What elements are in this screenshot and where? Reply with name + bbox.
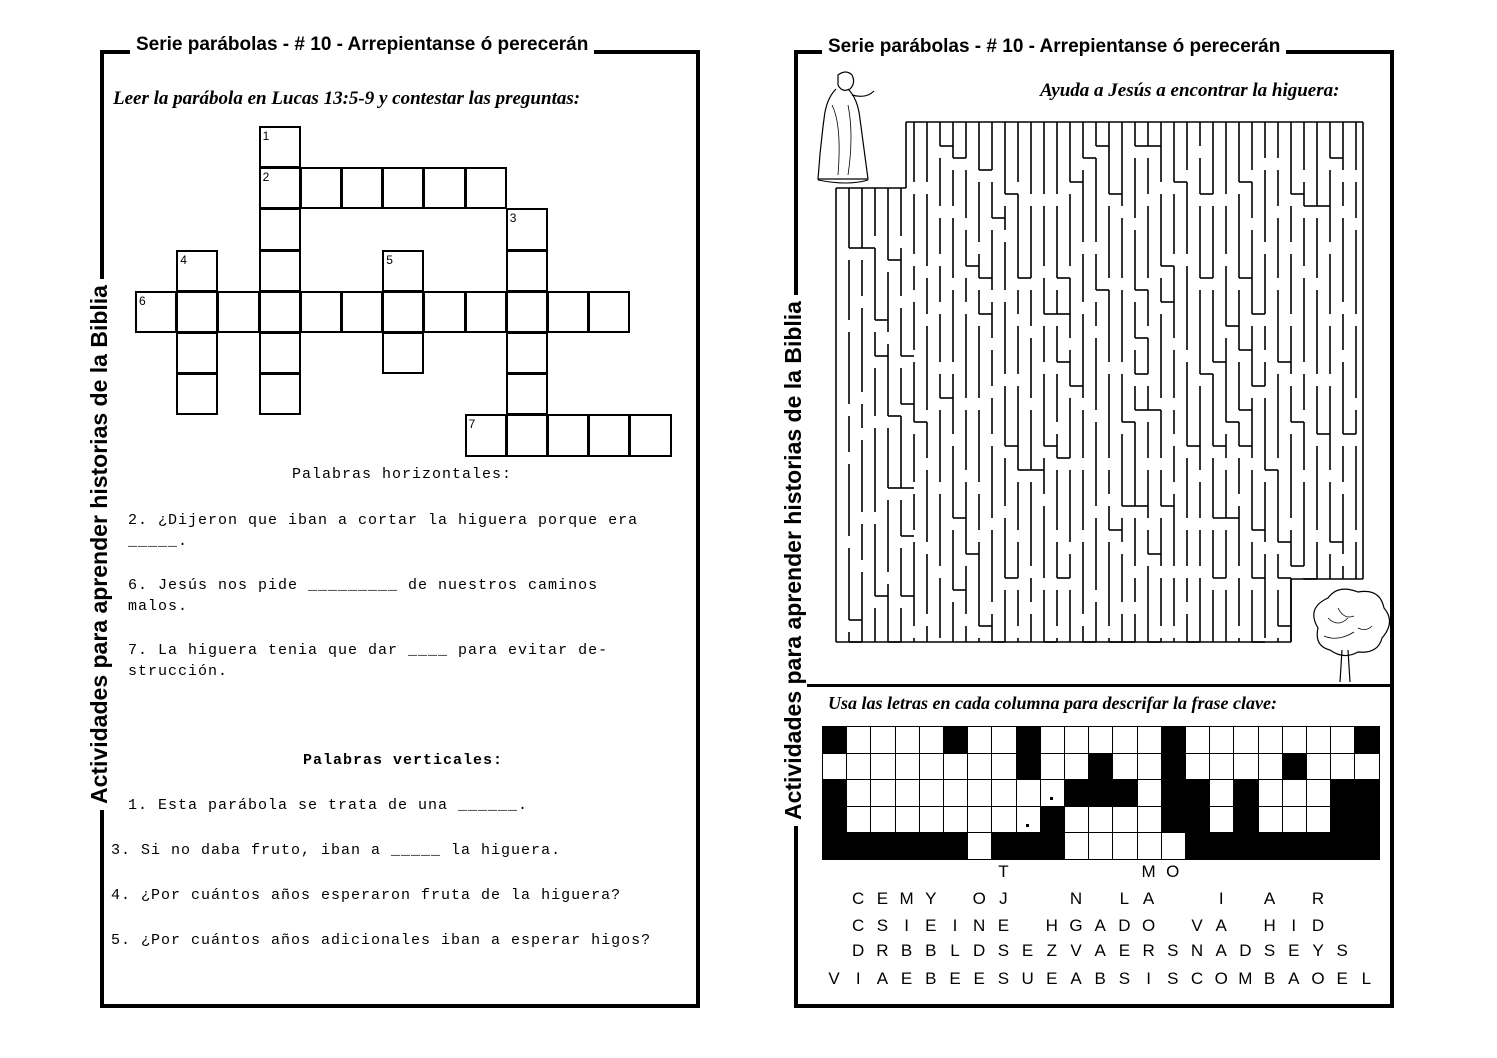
quote-letter: E — [1046, 969, 1058, 988]
crossword-number: 3 — [509, 211, 517, 226]
left-header: Serie parábolas - # 10 - Arrepientanse ó perecerán — [130, 34, 594, 56]
quote-punctuation-dot — [1050, 797, 1053, 800]
quote-letter: B — [1263, 969, 1276, 988]
quote-letter: M — [1141, 862, 1156, 881]
quote-letter: N — [973, 916, 986, 935]
quote-cell-blocked — [1282, 753, 1307, 781]
quote-letter: D — [852, 941, 865, 960]
crossword-cell[interactable] — [176, 250, 218, 292]
quote-cell[interactable] — [1282, 806, 1307, 834]
quote-letter: H — [1045, 916, 1058, 935]
crossword-cell[interactable] — [300, 167, 342, 209]
horizontal-clue-2: 2. ¿Dijeron que iban a cortar la higuera porque era _____. — [128, 512, 639, 550]
crossword-cell[interactable] — [465, 291, 507, 333]
quote-letter: S — [1263, 941, 1276, 960]
quote-letter: H — [1263, 916, 1276, 935]
quote-cell[interactable] — [870, 779, 895, 807]
quote-cell[interactable] — [1258, 726, 1283, 754]
quote-cell-blocked — [1040, 832, 1065, 860]
crossword-number: 4 — [180, 252, 187, 267]
quote-letter: A — [876, 969, 889, 988]
crossword-instruction: Leer la parábola en Lucas 13:5-9 y contestar las preguntas: — [113, 88, 581, 109]
quote-cell-blocked — [1330, 779, 1355, 807]
quote-cell[interactable] — [967, 779, 992, 807]
quote-cell[interactable] — [967, 806, 992, 834]
maze-grid[interactable] — [832, 120, 1372, 660]
crossword-cell[interactable] — [135, 291, 177, 333]
quote-cell[interactable] — [1258, 806, 1283, 834]
quote-cell[interactable] — [1112, 753, 1137, 781]
quote-cell[interactable] — [1040, 753, 1065, 781]
quote-cell[interactable] — [1306, 779, 1331, 807]
quote-cell[interactable] — [1354, 753, 1379, 781]
quote-cell-blocked — [1016, 726, 1041, 754]
quote-cell[interactable] — [1088, 832, 1113, 860]
quote-letter: R — [876, 941, 889, 960]
horizontal-clue-7: 7. La higuera tenia que dar ____ para evitar de- strucción. — [128, 642, 609, 680]
quote-letter: A — [1094, 941, 1106, 960]
quote-cell[interactable] — [1306, 726, 1331, 754]
quote-letter: N — [1190, 941, 1204, 960]
quote-cell[interactable] — [919, 779, 944, 807]
crossword-cell[interactable] — [382, 250, 424, 292]
quote-cell[interactable] — [1112, 726, 1137, 754]
quote-letter: I — [952, 916, 958, 935]
crossword-cell[interactable] — [341, 291, 383, 333]
quote-cell[interactable] — [1016, 806, 1041, 834]
crossword-cell[interactable] — [629, 414, 671, 456]
quote-cell-blocked — [1112, 779, 1137, 807]
quote-cell[interactable] — [1137, 806, 1162, 834]
quote-cell[interactable] — [1185, 753, 1210, 781]
quote-cell-blocked — [1233, 806, 1258, 834]
left-side-title: Actividades para aprender historias de la Biblia — [86, 279, 113, 810]
quote-cell-blocked — [1282, 832, 1307, 860]
quote-cell-blocked — [1354, 806, 1379, 834]
quote-letter: E — [1336, 969, 1348, 988]
quote-letter: D — [973, 941, 986, 960]
quote-instruction: Usa las letras en cada columna para descrifar la frase clave: — [828, 693, 1277, 713]
quote-cell[interactable] — [1209, 806, 1234, 834]
quote-letter: C — [1190, 969, 1204, 988]
quote-letter: S — [876, 916, 889, 935]
quote-letter: Y — [925, 889, 937, 908]
quote-letter: S — [1167, 941, 1179, 960]
crossword-cell[interactable] — [176, 332, 218, 374]
crossword-cell[interactable] — [176, 373, 218, 415]
quote-cell-blocked — [1233, 779, 1258, 807]
quote-letter: B — [925, 969, 937, 988]
quote-cell[interactable] — [1112, 806, 1137, 834]
quote-letter: S — [1336, 941, 1348, 960]
quote-letter: I — [904, 916, 909, 935]
quote-letter: L — [950, 941, 960, 960]
quote-letter: A — [1215, 941, 1227, 960]
quote-letter: N — [1069, 889, 1083, 908]
crossword-cell[interactable] — [423, 167, 465, 209]
quote-letter: A — [1094, 916, 1106, 935]
quote-cell-blocked — [943, 832, 968, 860]
crossword-cell[interactable] — [382, 332, 424, 374]
quote-letter: L — [1119, 889, 1130, 908]
quote-punctuation-dot — [1026, 824, 1029, 827]
quote-letter: E — [1118, 941, 1131, 960]
quote-cell-blocked — [822, 779, 847, 807]
quote-letter: L — [1361, 969, 1372, 988]
quote-letter: D — [1239, 941, 1252, 960]
horizontal-clue-6: 6. Jesús nos pide _________ de nuestros caminos malos. — [128, 577, 599, 615]
right-header: Serie parábolas - # 10 - Arrepientanse ó perecerán — [822, 36, 1286, 58]
crossword-cell[interactable] — [259, 332, 301, 374]
quote-cell[interactable] — [967, 832, 992, 860]
quote-cell-blocked — [1088, 779, 1113, 807]
quote-cell[interactable] — [919, 753, 944, 781]
vertical-title: Palabras verticales: — [303, 752, 504, 769]
quote-cell[interactable] — [1088, 726, 1113, 754]
quote-cell[interactable] — [1233, 726, 1258, 754]
quote-letter: C — [852, 916, 865, 935]
quote-cell[interactable] — [1209, 726, 1234, 754]
quote-cell[interactable] — [967, 753, 992, 781]
quote-cell-blocked — [1354, 779, 1379, 807]
crossword-number: 6 — [139, 293, 146, 308]
fig-tree-icon — [1298, 588, 1393, 683]
quote-cell[interactable] — [1282, 779, 1307, 807]
quote-cell-blocked — [1161, 753, 1186, 781]
quote-cell-blocked — [1306, 832, 1331, 860]
quote-cell[interactable] — [991, 779, 1016, 807]
crossword-cell[interactable] — [259, 167, 301, 209]
quote-cell[interactable] — [1088, 806, 1113, 834]
crossword-cell[interactable] — [588, 414, 630, 456]
quote-cell[interactable] — [1040, 726, 1065, 754]
quote-cell[interactable] — [991, 753, 1016, 781]
quote-cell-blocked — [1233, 832, 1258, 860]
vertical-clue-5: 5. ¿Por cuántos años adicionales iban a esperar higos? — [111, 932, 652, 949]
quote-letter: I — [1291, 916, 1297, 935]
crossword-cell[interactable] — [588, 291, 630, 333]
quote-cell-blocked — [1354, 832, 1379, 860]
quote-letter: D — [1118, 916, 1131, 935]
quote-cell[interactable] — [1137, 753, 1162, 781]
quote-letter: V — [828, 969, 840, 988]
quote-cell[interactable] — [967, 726, 992, 754]
quote-cell[interactable] — [846, 726, 871, 754]
quote-letter: E — [1288, 941, 1300, 960]
quote-letter: O — [972, 889, 986, 908]
crossword-cell[interactable] — [382, 167, 424, 209]
quote-letter: S — [997, 969, 1010, 988]
quote-cell[interactable] — [943, 806, 968, 834]
quote-letter: O — [1141, 916, 1156, 935]
quote-letter: C — [852, 889, 865, 908]
crossword-cell[interactable] — [547, 291, 589, 333]
quote-cell[interactable] — [1137, 832, 1162, 860]
quote-letter: E — [997, 916, 1010, 935]
quote-cell-blocked — [870, 832, 895, 860]
quote-letter: O — [1311, 969, 1325, 988]
quote-letter: I — [1218, 889, 1224, 908]
crossword-cell[interactable] — [506, 414, 548, 456]
quote-letter: U — [1021, 969, 1034, 988]
quote-letter: S — [1167, 969, 1179, 988]
quote-letter: E — [1021, 941, 1034, 960]
quote-cell-blocked — [846, 832, 871, 860]
crossword-cell[interactable] — [300, 291, 342, 333]
left-frame-bottom — [100, 1004, 700, 1008]
quote-letter: B — [1094, 969, 1106, 988]
quote-cell[interactable] — [1016, 779, 1041, 807]
quote-cell-blocked — [822, 806, 847, 834]
vertical-clue-3: 3. Si no daba fruto, iban a _____ la higuera. — [111, 842, 562, 859]
quote-letter: S — [997, 941, 1010, 960]
left-frame-right — [696, 52, 700, 1008]
quote-cell-blocked — [991, 832, 1016, 860]
quote-letter: T — [998, 862, 1009, 881]
crossword-cell[interactable] — [341, 167, 383, 209]
quote-cell-blocked — [1064, 779, 1089, 807]
crossword-number: 2 — [262, 170, 270, 185]
crossword-cell[interactable] — [176, 291, 218, 333]
crossword-cell[interactable] — [259, 291, 301, 333]
crossword-cell[interactable] — [259, 208, 301, 250]
quote-cell-blocked — [1330, 832, 1355, 860]
quote-cell-blocked — [1161, 806, 1186, 834]
right-frame-right — [1390, 52, 1394, 1008]
quote-cell-blocked — [1185, 806, 1210, 834]
quote-cell-blocked — [1161, 779, 1186, 807]
quote-letter: B — [925, 941, 937, 960]
crossword-number: 5 — [386, 252, 393, 267]
quote-letter: A — [1070, 969, 1082, 988]
quote-cell[interactable] — [919, 806, 944, 834]
quote-letter: E — [900, 969, 913, 988]
quote-cell-blocked — [919, 832, 944, 860]
quote-letter: V — [1070, 941, 1082, 960]
horizontal-title: Palabras horizontales: — [292, 466, 513, 483]
quote-cell-blocked — [1040, 806, 1065, 834]
quote-letter: E — [925, 916, 937, 935]
right-section-divider — [798, 684, 1390, 687]
quote-cell-blocked — [1209, 832, 1234, 860]
quote-cell[interactable] — [1209, 779, 1234, 807]
quote-cell[interactable] — [1330, 753, 1355, 781]
quote-punctuation-dot — [1195, 850, 1198, 853]
quote-cell[interactable] — [1258, 753, 1283, 781]
quote-cell[interactable] — [846, 753, 871, 781]
quote-letter: I — [855, 969, 861, 988]
crossword-cell[interactable] — [506, 373, 548, 415]
quote-letter: R — [1311, 889, 1325, 908]
quote-cell[interactable] — [895, 726, 920, 754]
quote-letter: A — [1215, 916, 1227, 935]
quote-cell[interactable] — [1064, 726, 1089, 754]
crossword-cell[interactable] — [259, 126, 301, 168]
quote-cell[interactable] — [1330, 726, 1355, 754]
quote-cell-blocked — [943, 726, 968, 754]
quote-cell[interactable] — [1064, 806, 1089, 834]
quote-cell[interactable] — [870, 806, 895, 834]
quote-cell[interactable] — [822, 753, 847, 781]
quote-cell[interactable] — [895, 779, 920, 807]
quote-letter: A — [1142, 889, 1155, 908]
quote-cell[interactable] — [1040, 779, 1065, 807]
quote-cell[interactable] — [1064, 832, 1089, 860]
quote-cell-blocked — [1161, 726, 1186, 754]
quote-cell[interactable] — [1137, 726, 1162, 754]
quote-cell-blocked — [822, 726, 847, 754]
quote-letter: R — [1142, 941, 1155, 960]
quote-cell-blocked — [1016, 832, 1041, 860]
crossword-cell[interactable] — [506, 250, 548, 292]
quote-cell[interactable] — [1209, 753, 1234, 781]
quote-cell[interactable] — [943, 779, 968, 807]
quote-letter: S — [1118, 969, 1131, 988]
crossword-number: 7 — [468, 417, 476, 432]
right-side-title: Actividades para aprender historias de la Biblia — [780, 295, 807, 826]
quote-cell[interactable] — [870, 753, 895, 781]
crossword-cell[interactable] — [217, 291, 259, 333]
quote-cell[interactable] — [1233, 753, 1258, 781]
crossword-cell[interactable] — [547, 414, 589, 456]
quote-letter: E — [949, 969, 961, 988]
quote-letter: M — [899, 889, 914, 908]
quote-letter: M — [1238, 969, 1253, 988]
quote-cell[interactable] — [991, 726, 1016, 754]
quote-cell[interactable] — [1112, 832, 1137, 860]
crossword-number: 1 — [262, 129, 270, 143]
right-frame-bottom — [794, 1004, 1394, 1008]
crossword-cell[interactable] — [423, 291, 465, 333]
quote-letter: Z — [1046, 941, 1057, 960]
crossword-cell[interactable] — [382, 291, 424, 333]
crossword-cell[interactable] — [465, 167, 507, 209]
crossword-cell[interactable] — [465, 414, 507, 456]
quote-cell[interactable] — [895, 806, 920, 834]
quote-letter: Y — [1312, 941, 1324, 960]
quote-cell[interactable] — [991, 806, 1016, 834]
quote-letter: O — [1214, 969, 1228, 988]
crossword-cell[interactable] — [506, 332, 548, 374]
quote-cell[interactable] — [1306, 753, 1331, 781]
crossword-cell[interactable] — [506, 208, 548, 250]
quote-cell[interactable] — [943, 753, 968, 781]
vertical-clue-4: 4. ¿Por cuántos años esperaron fruta de la higuera? — [111, 887, 622, 904]
quote-letter: V — [1191, 916, 1203, 935]
quote-letter: A — [1263, 889, 1276, 908]
quote-cell-blocked — [1258, 832, 1283, 860]
quote-cell-blocked — [1185, 832, 1210, 860]
vertical-clue-1: 1. Esta parábola se trata de una ______. — [128, 797, 529, 814]
quote-cell-blocked — [1185, 779, 1210, 807]
quote-cell-blocked — [822, 832, 847, 860]
quote-cell-blocked — [1016, 753, 1041, 781]
quote-cell[interactable] — [1306, 806, 1331, 834]
quote-letter: B — [900, 941, 913, 960]
quote-cell[interactable] — [1064, 753, 1089, 781]
quote-cell[interactable] — [846, 779, 871, 807]
quote-cell[interactable] — [1258, 779, 1283, 807]
quote-letter: G — [1069, 916, 1083, 935]
quote-cell[interactable] — [1282, 726, 1307, 754]
quote-cell[interactable] — [870, 726, 895, 754]
quote-cell[interactable] — [919, 726, 944, 754]
quote-cell[interactable] — [1185, 726, 1210, 754]
quote-letter: O — [1166, 862, 1180, 881]
quote-cell-blocked — [895, 832, 920, 860]
crossword-cell[interactable] — [259, 373, 301, 415]
quote-cell-blocked — [1088, 753, 1113, 781]
crossword-cell[interactable] — [259, 250, 301, 292]
quote-cell-blocked — [1330, 806, 1355, 834]
quote-cell[interactable] — [1161, 832, 1186, 860]
quote-cell-blocked — [1354, 726, 1379, 754]
quote-letter: D — [1311, 916, 1325, 935]
quote-cell[interactable] — [895, 753, 920, 781]
quote-letter: A — [1288, 969, 1300, 988]
quote-cell[interactable] — [1137, 779, 1162, 807]
quote-letter: E — [973, 969, 985, 988]
crossword-cell[interactable] — [506, 291, 548, 333]
quote-letter: I — [1146, 969, 1151, 988]
quote-letter: J — [999, 889, 1008, 908]
quote-letter: E — [876, 889, 889, 908]
quote-cell[interactable] — [846, 806, 871, 834]
maze-instruction: Ayuda a Jesús a encontrar la higuera: — [1040, 80, 1340, 101]
